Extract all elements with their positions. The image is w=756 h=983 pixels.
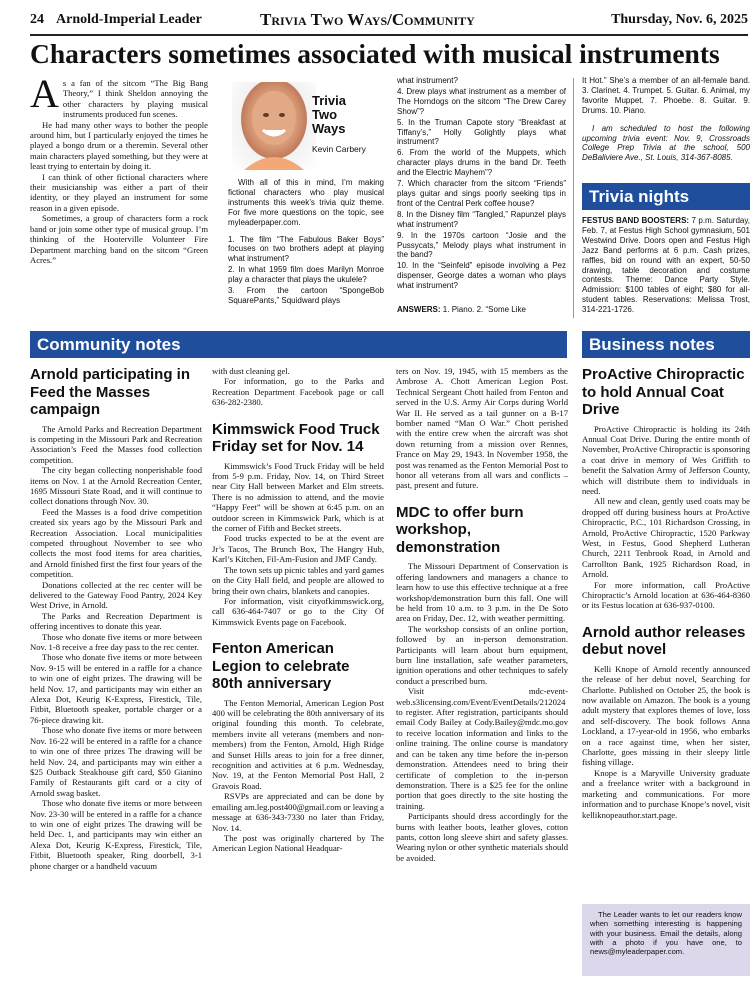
trivia-column-1 [30,71,208,265]
article-paragraph: Those who donate five items or more between Nov. 23-30 will be entered in a raffle for a chance to win one of eight prizes The drawing will be held Dec. 1, and participants may win either an Alexa Dot, Keurig K-Express, Firestick, Tile, Fitbit, Bluetooth speaker, Ring doorbell, 3-1 phone charger or a handheld vacuum [30,798,202,871]
community-column-1 [30,366,202,871]
question-4: 4. Drew plays what instrument as a member of The Horndogs on the sitcom “The Drew Carey Show”? [397,86,566,116]
article-paragraph: Those who donate five items or more between Nov. 9-15 will be entered in a raffle for a chance to win one of eight prizes. The drawing will be held Nov. 17, and participants may win either an Alexa Dot, Keurig K-Express, Firestick, Tile, Fitbit, Bluetooth speaker, portable charger or a 76-piece drawing kit. [30,652,202,725]
trivia-theme-paragraph: With all of this in mind, I’m making fictional characters who play musical instruments this week’s trivia quiz theme. For five more questions on the topic, see myleaderpaper.com. [228,178,384,227]
trivia-column-3 [397,76,566,316]
question-5: 5. In the Truman Capote story “Breakfast at Tiffany’s,” Holly Golightly plays what instrument? [397,117,566,147]
column-divider [573,78,574,318]
community-column-3 [396,366,568,863]
event-note: I am scheduled to host the following upcoming trivia event: Nov. 9, Crossroads College Prep Trivia at the school, 500 DeBaliviere Ave., St. Louis, 314-367-8085. [582,123,750,163]
article-paragraph: Those who donate five items or more between Nov. 1-8 receive a free day pass to the rec center. [30,631,202,653]
article-paragraph: Visit mdc-event-web.s3licensing.com/Event/EventDetails/212024 to register. After registration, participants should email Cody Bailey at Cody.Bailey@mdc.mo.gov to receive location information and links to the online training. The online course is mandatory and can be taken any time before the in-person demonstration. Attendees need to bring their certificate of completion to the in-person demonstration. There is a $25 fee for the online portion that goes directly to the site hosting the training. [396,686,568,811]
columnist-photo [232,82,316,170]
question-7: 7. Which character from the sitcom “Friends” plays guitar and sings poorly seeking tips in front of the Central Perk coffee house? [397,179,566,208]
article-paragraph: The Fenton Memorial, American Legion Post 400 will be celebrating the 80th anniversary of its original founding this month. To celebrate, members invite all veterans (members and non-members) from the Fenton, Arnold, High Ridge and Sunset Hills areas to join for a free dinner, recognition and activities at 6 p.m. Wednesday, Nov. 19, at the Fenton Memorial Post Hall, 2 Gravois Road. [212,697,384,791]
portrait-icon [232,82,316,170]
question-6: 6. From the world of the Muppets, which character plays drums in the band Dr. Teeth and the Electric Mayhem”? [397,148,566,178]
article-paragraph: Food trucks expected to be at the event are Jr’s Tacos, The Brunch Box, The Hangry Hub, Karl’s Kitchen, Fil-Am-Fusion and JMF Candy. [212,533,384,565]
question-3-cont: what instrument? [397,76,458,85]
article-paragraph: The town sets up picnic tables and yard games on the City Hall field, and people are allowed to bring their own chairs, blankets and canopies. [212,564,384,596]
page-header [30,8,748,32]
business-column [582,366,750,820]
columnist-logo [216,80,386,174]
question-8: 8. In the Disney film “Tangled,” Rapunzel plays what instrument? [397,209,566,229]
article-paragraph: For more information, call ProActive Chiropractic’s Arnold location at 636-464-8360 or its Festus location at 636-937-0100. [582,579,750,611]
kimmswick-headline: Kimmswick Food Truck Friday set for Nov. 14 [212,420,380,456]
feed-masses-headline: Arnold participating in Feed the Masses campaign [30,366,190,418]
question-9: 9. In the 1970s cartoon “Josie and the Pussycats,” Melody plays what instrument in the band? [397,230,566,260]
article-paragraph: ters on Nov. 19, 1945, with 15 members as the Ambrose A. Chott American Legion Post. Technical Sergeant Chott hailed from Fenton and served in the U.S. Army Air Corps during World War II. He served as a tail gunner on a B-17 bomber named “Man O War.” Chott perished with the entire crew when the aircraft was shot down returning from a mission over Rennes, France on May 29, 1943. In November 1958, the post was renamed as the Fenton Memorial Post to honor all veterans from all wars and conflicts – past, present and future. [396,366,568,491]
article-paragraph: Feed the Masses is a food drive competition created six years ago by the Missouri Park and Recreation Association. Local municipalities competed throughout November to see who collects the most food items for area charities, and Arnold finished first the first four years of the competition. [30,506,202,580]
article-paragraph: Kimmswick’s Food Truck Friday will be held from 5-9 p.m. Friday, Nov. 14, on Third Street near City Hall between Market and Elm streets. There is no admission to attend, and the movie “Happy Feet” will be shown at 6:45 p.m. on an outdoor screen in Kimmswick Park, which is at the corner of Fifth and Becket streets. [212,460,384,534]
answers-cont: It Hot.” She’s a member of an all-female band. 3. Clarinet. 4. Trumpet. 5. Guitar. 6. Animal, my favorite Muppet. 7. Phoebe. 8. Guitar. 9. Drums. 10. Piano. [582,76,750,115]
author-name: Kevin Carbery [312,144,366,154]
community-column-2 [212,366,384,854]
article-paragraph: All new and clean, gently used coats may be dropped off during business hours at ProActive Chiropractic, P.C., 101 Richardson Crossing, in Arnold, ProActive Chiropractic, 1520 Parkway West, in Festus, Good Shepherd Lutheran Church, 2211 Tenbrook Road, in Arnold and Carrollton Bank, 1925 Richardson Road, in Arnold. [582,496,750,580]
fenton-legion-headline: Fenton American Legion to celebrate 80th anniversary [212,640,350,693]
trivia-column-2 [228,178,384,307]
trivia-intro: s a fan of the sitcom “The Big Bang Theory,” I think Sheldon annoying the other characters by playing musical instruments produced fun scenes. [62,78,208,120]
question-1: 1. The film “The Fabulous Baker Boys” focuses on two brothers adept at playing what instrument? [228,234,384,264]
article-paragraph: Participants should dress accordingly for the burns with leather boots, leather gloves, cotton pants, cotton long sleeve shirt and safety glasses. Wearing nylon or other synthetic materials should be avoided. [396,811,568,863]
page-number: 24 [30,12,44,27]
article-paragraph: RSVPs are appreciated and can be done by emailing am.leg.post400@gmail.com or leaving a message at 636-343-7330 no later than Friday, Nov. 14. [212,791,384,833]
article-paragraph: with dust cleaning gel. [212,366,290,376]
article-paragraph: The Arnold Parks and Recreation Department is competing in the Missouri Park and Recreation Association’s Feed the Masses food collection competition. [30,423,202,465]
answers: ANSWERS: 1. Piano. 2. “Some Like [397,305,526,315]
section-title: Trivia Two Ways/Community [260,10,475,29]
proactive-headline: ProActive Chiropractic to hold Annual Coat Drive [582,366,745,418]
trivia-nights-banner: Trivia nights [582,183,750,210]
author-novel-headline: Arnold author releases debut novel [582,623,746,659]
business-notes-banner: Business notes [582,331,750,358]
article-paragraph: Kelli Knope of Arnold recently announced the release of her debut novel, Searching for Charlotte. Published on October 25, the book is now available on Amazon. The book is a young adult mystery that explores themes of love, loss and self-discovery. The book follows Anna Lockland, a 17-year-old in 1956, who embarks on a race against time, when her sister, Charlotte, goes missing in their sleepy little fishing village. [582,663,750,768]
community-notes-banner: Community notes [30,331,567,358]
article-paragraph: For information, visit cityofkimmswick.org, call 636-464-7407 or go to the City Of Kimmswick Events page on Facebook. [212,595,384,627]
question-10: 10. In the “Seinfeld” episode involving a Pez dispenser, George dates a woman who plays what instrument? [397,261,566,291]
article-paragraph: The Missouri Department of Conservation is offering landowners and managers a chance to learn how to use this effective technique at a free workshop/demonstration burn this fall. One will be held from 10 a.m. to 3 p.m. in the De Soto area on Friday, Dec. 12, with weather permitting. [396,561,568,624]
trivia-nights-listing: FESTUS BAND BOOSTERS: 7 p.m. Saturday, Feb. 7, at Festus High School gymnasium, 501 Westwind Drive. Doors open and Festus High Jazz Band performs at 6 p.m. Cash prizes, raffles, bid on round with an expert, 50-50 drawing, table decoration and costume contests. Theme: Dance Party Style. Admission: $100 tables of eight; $80 for all-student tables. Reservations: Melissa Trost, 314-221-1726. [582,216,751,315]
mdc-burn-headline: MDC to offer burn workshop, demonstration [396,503,524,556]
article-paragraph: Those who donate five items or more between Nov. 16-22 will be entered in a raffle for a chance to win one of three prizes The drawing will be held Nov. 24, and participants may win either a $25 Outback Steakhouse gift card, $50 Gianino Family of Restaurants gift card or a city of Arnold swag basket. [30,725,202,798]
trivia-paragraph: I can think of other fictional characters where their musicianship was either a part of their identity, or they played an instrument for some reason in a given episode. [30,171,208,213]
question-2: 2. In what 1959 film does Marilyn Monroe play a character that plays the ukulele? [228,265,384,285]
publication-name: Arnold-Imperial Leader [56,12,202,27]
trivia-paragraph: Sometimes, a group of characters form a rock band or join some other type of musical group. I’m thinking of the Hooterville Volunteer Fire Department marching band on the sitcom “Green Acres.” [30,213,208,265]
article-paragraph: ProActive Chiropractic is holding its 24th Annual Coat Drive. During the entire month of November, ProActive Chiropractic is sponsoring a coat drive in memory of Wes Griffith to benefit the Salvation Army of Jefferson County, which will distribute them to individuals in need. [582,423,750,496]
submission-info-text: The Leader wants to let our readers know when something interesting is happening with your business. Email the details, along with a photo if you have one, to news@myleaderpaper.com. [590,910,742,957]
article-paragraph: The Parks and Recreation Department is offering incentives to donate this year. [30,610,202,632]
drop-cap: A [30,71,59,116]
question-3: 3. From the cartoon “SpongeBob SquarePants,” Squidward plays [228,286,384,305]
trivia-headline: Characters sometimes associated with musical instruments [30,38,720,69]
issue-date: Thursday, Nov. 6, 2025 [611,12,748,27]
header-rule [30,34,748,36]
logo-title: Trivia Two Ways [312,93,346,136]
trivia-paragraph: He had many other ways to bother the people around him, but I particularly enjoyed the times he played a bongo drum or a theremin. Several other main characters played something, but they were at least trying to entertain by doing it. [30,119,208,172]
article-paragraph: The workshop consists of an online portion, followed by an in-person demonstration. Participants will learn about burn equipment, burn line installation, safe weather parameters, ignition operations and other techniques to safely conduct a prescribed burn. [396,623,568,686]
trivia-column-4 [582,76,750,164]
submission-info-box [582,904,750,976]
article-paragraph: Knope is a Maryville University graduate and a freelance writer with a background in marketing and communications. For more information and to purchase Knope’s novel, visit kelliknopeauthor.start.page. [582,767,750,820]
article-paragraph: The post was originally chartered by The American Legion National Headquar- [212,832,384,854]
article-paragraph: For information, go to the Parks and Recreation Department Facebook page or call 636-282-2380. [212,376,384,408]
article-paragraph: Donations collected at the rec center will be delivered to the Gateway Food Pantry, 2024 Key West Drive, in Arnold. [30,579,202,611]
article-paragraph: The city began collecting nonperishable food items on Nov. 1 at the Arnold Recreation Center, 1695 Missouri State Road, and it will continue to collect donations through Nov. 30. [30,465,202,507]
